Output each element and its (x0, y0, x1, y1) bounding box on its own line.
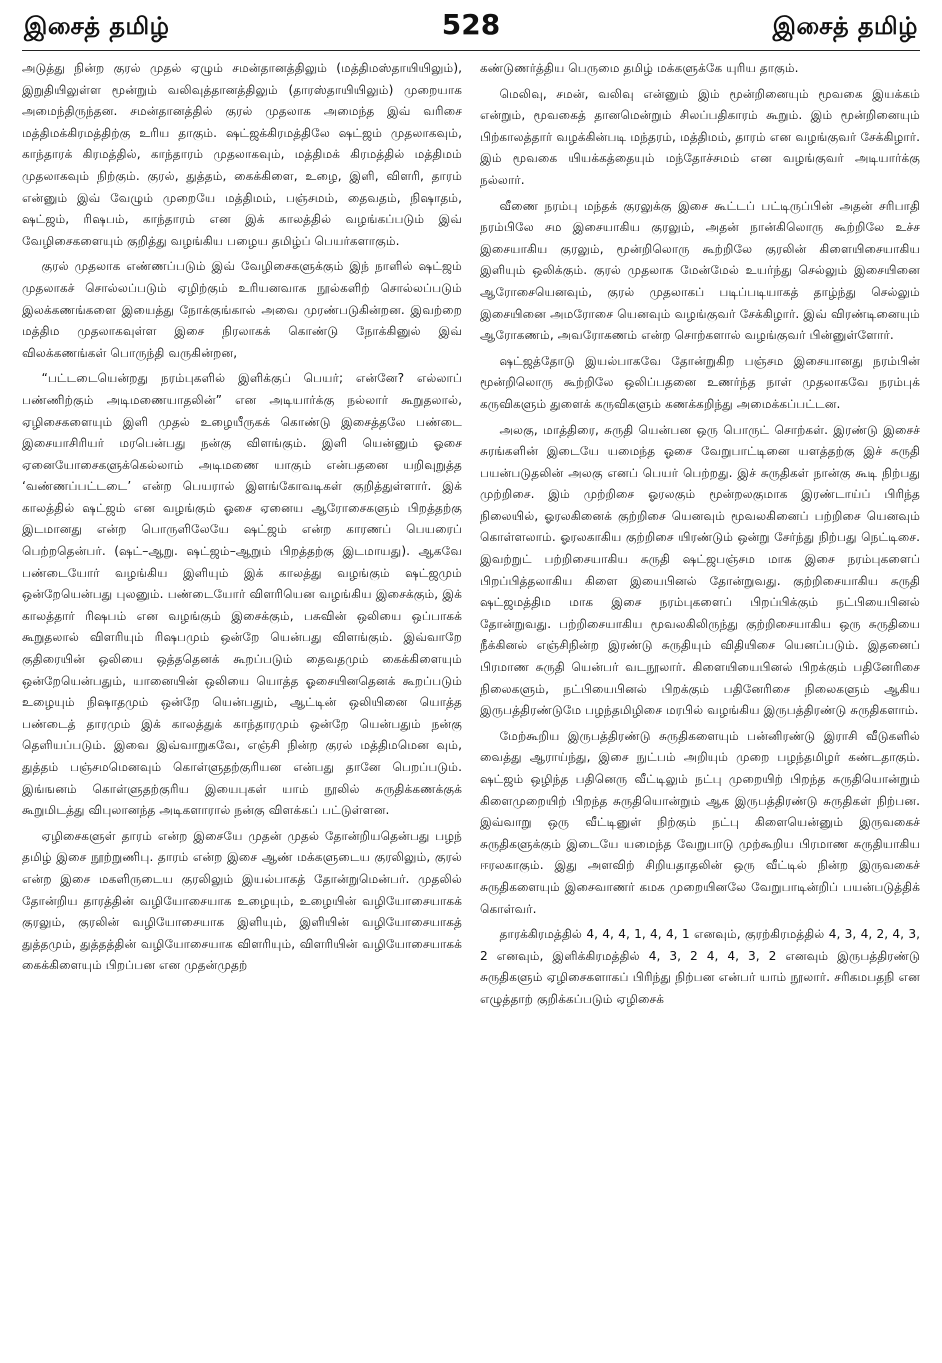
page-header (22, 6, 920, 51)
paragraph: அலகு, மாத்திரை, சுருதி யென்பன ஒரு பொருட் சொற்கள். இரண்டு இசைச் சுரங்களின் இடையே யமைந்த ஓசை வேறுபாட்டினை யளத்தற்கு இச் சுருதி பயன்படுதலின் அலகு எனப் பெயர் பெற்றது. இச் சுருதிகள் நான்கு கூடி நிற்பது முற்றிசை. இம் முற்றிசை ஓரலகும் மூன்றலகுமாக இரண்டாய்ப் பிரிந்த நிலையில், ஓரலகினைக் குற்றிசை யெனவும் மூவலகினைப் பற்றிசை யெனவும் கொள்ளலாம். ஓரலகாகிய குற்றிசை யிரண்டும் ஒன்று சேர்ந்து நிற்பது நெட்டிசை. இவற்றுட் பற்றிசையாகிய சுருதி ஷட்ஜபஞ்சம மாக இசை நரம்புகளைப் பிறப்பித்தலாகிய கிளை இயைபினல் தோன்றுவது. குற்றிசையாகிய சுருதி ஷட்ஜமத்திம மாக இசை நரம்புகளைப் பிறப்பிக்கும் நட்பியைபினல் தோன்றுவது. பற்றிசையாகிய மூவலகிலிருந்து குற்றிசையாகிய ஒரு சுருதியை நீக்கினல் எஞ்சிநின்ற இரண்டு சுருதியும் விதியிசை யெனப்படும். இதனைப் பிரமாண சுருதி யென்பர் வடநூலார். கிளையியைபினல் பிறக்கும் பதினேரிசை நிலைகளும், நட்பியைபினல் பிறக்கும் பதினேரிசை நிலைகளும் ஆகிய இருபத்திரண்டுமே பழந்தமிழிசை மரபில் வழங்கிய இருபத்திரண்டு சுருதிகளாம். (480, 422, 920, 718)
paragraph: மெலிவு, சமன், வலிவு என்னும் இம் மூன்றினையும் மூவகை இயக்கம் என்றும், மூவகைத் தானமென்றும் சிலப்பதிகாரம் கூறும். இம் மூன்றினையும் பிற்காலத்தார் வழக்கின்படி மந்தரம், மத்திமம், தாரம் என வழங்குவர் சேக்கிழார். இம் மூவகை யியக்கத்தையும் மந்தோச்சமம் என வழங்குவர் அடியார்க்கு நல்லார். (480, 86, 920, 187)
paragraph: வீணை நரம்பு மந்தக் குரலுக்கு இசை கூட்டப் பட்டிருப்பின் அதன் சரிபாதி நரம்பிலே சம இசையாகிய குரலும், அதன் நான்கிலொரு கூற்றிலே உச்ச இசையாகிய குரலும், மூன்றிலொரு கூற்றிலே குரலின் கிளையிசையாகிய இளியும் ஒலிக்கும். குரல் முதலாக மேன்மேல் உயர்ந்து செல்லும் இசையினை ஆரோசையெனவும், குரல் முதலாகப் படிப்படியாகத் தாழ்ந்து செல்லும் இசையினை அமரோசை யெனவும் வழங்குவர் சேக்கிழார். இவ் விரண்டினையும் ஆரோகணம், அவரோகணம் என்ற சொற்களால் வழங்குவர் பின்னுள்ளோர். (480, 198, 920, 343)
left-column (22, 58, 462, 1357)
paragraph: கண்டுணர்த்திய பெருமை தமிழ் மக்களுக்கே யுரிய தாகும். (480, 61, 799, 75)
paragraph: அடுத்து நின்ற குரல் முதல் ஏழும் சமன்தானத்திலும் (மத்திமஸ்தாயியிலும்), இறுதியிலுள்ள மூன்றும் வலிவுத்தானத்திலும் (தாரஸ்தாயியிலும்) முறையாக அமைந்திருந்தன. சமன்தானத்தில் குரல் முதலாக அமைந்த இவ் வரிசை மத்திமக்கிரமத்திற்கு உரிய தாகும். ஷட்ஜக்கிரமத்திலே ஷட்ஜம் முதலாகவும், காந்தாரக் கிரமத்தில், காந்தாரம் முதலாகவும், மத்திமக் கிரமத்தில் மத்திமம் முதலாகவும் நிற்கும். குரல், துத்தம், கைக்கிளை, உழை, இளி, விளரி, தாரம் என்னும் இவ் வேழும் முறையே மத்திமம், பஞ்சமம், தைவதம், நிஷாதம், ஷட்ஜம், ரிஷபம், காந்தாரம் என இக் காலத்தில் வழங்கப்படும் இவ் வேழிசைகளையும் குறித்து வழங்கிய பழைய தமிழ்ப் பெயர்களாகும். (22, 61, 462, 248)
paragraph: மேற்கூறிய இருபத்திரண்டு சுருதிகளையும் பன்னிரண்டு இராசி வீடுகளில் வைத்து ஆராய்ந்து, இசை நுட்பம் அறியும் முறை பழந்தமிழர் கண்டதாகும். ஷட்ஜம் ஒழிந்த பதினெரு வீட்டிலும் நட்பு முறையிற் பிறந்த சுருதியொன்றும் கிளைமுறையிற் பிறந்த சுருதியொன்றும் ஆக இருபத்திரண்டு சுருதிகள் நிற்பன. இவ்வாறு ஒரு வீட்டினுள் நிற்கும் நட்பு கிளையென்னும் இருவகைச் சுருதிகளுக்கும் இடையே யமைந்த வேறுபாடு முற்கூறிய பிரமாண சுருதியாகிய ஈரலகாகும். இது அளவிற் சிறியதாதலின் ஒரு வீட்டில் நின்ற இருவகைச் சுருதிகளையும் இசைவாணர் கமக முறையினலே வேறுபாடின்றிப் பயன்படுத்திக் கொள்வர். (480, 728, 920, 916)
paragraph: “பட்டடையென்றது நரம்புகளில் இளிக்குப் பெயர்; என்னே? எல்லாப் பண்ணிற்கும் அடிமணையாதலின்” என அடியார்க்கு நல்லார் கூறுதலால், ஏழிசைகளையும் இளி முதல் உழையீருகக் கொண்டு இசைத்தலே பண்டை இசையாசிரியர் மரபென்பது நன்கு விளங்கும். இளி யென்னும் ஓசை ஏனையோசைகளுக்கெல்லாம் அடிமணை யாகும் என்பதனை யறிவுறுத்த ‘வண்ணப்பட்டடை’ என்ற பெயரால் இளங்கோவடிகள் குறித்துள்ளார். இக் காலத்தில் ஷட்ஜம் என வழங்கும் ஓசை ஏனைய ஆரோசைகளும் பிறத்தற்கு இடமானது என்ற பொருளிலேயே ஷட்ஜம் என்ற காரணப் பெயரைப் பெற்றதென்பர். (ஷட்–ஆறு. ஷட்ஜம்–ஆறும் பிறத்தற்கு இடமாயது). ஆகவே பண்டையோர் வழங்கிய இளியும் இக் காலத்து வழங்கும் ஷட்ஜமும் ஒன்றேயென்பது புலனும். பண்டையோர் விளரியென வழங்கிய இசைக்கும், இக் காலத்தார் ரிஷபம் என வழங்கும் இசைக்கும், பசுவின் ஒலியை ஒப்பாகக் கூறுதலால் விளரியும் ரிஷபமும் ஒன்றே யென்பது விளங்கும். இவ்வாறே குதிரையின் ஒலியை ஒத்ததெனக் கூறப்படும் தைவதமும் கைக்கிளையும் ஒன்றேயென்பதும், யானையின் ஒலியை யொத்த ஓசையினதெனக் கூறப்படும் உழையும் நிஷாதமும் ஒன்றே யென்பதும், ஆட்டின் ஒலியினை யொத்த பண்டைத் தாரமும் இக் காலத்துக் காந்தாரமும் ஒன்றே யென்பதும் நன்கு தெளியப்படும். இவை இவ்வாறுகவே, எஞ்சி நின்ற குரல் மத்திமமென வும், துத்தம் பஞ்சமமெனவும் கொள்ளுதற்குரியன என்பது தானே பெறப்படும். இங்ஙனம் கொள்ளுதற்குரிய இயைபுகள் யாம் நூலில் சுருதிக்கணக்குக் கூறுமிடத்து விபுலானந்த அடிகளாரால் நன்கு விளக்கப் பட்டுள்ளன. (22, 371, 462, 818)
running-title-left: இசைத் தமிழ் (24, 12, 170, 40)
page-number: 528 (441, 8, 501, 41)
body-columns (22, 58, 920, 1357)
paragraph: ஏழிசைகளுள் தாரம் என்ற இசையே முதன் முதல் தோன்றியதென்பது பழந் தமிழ் இசை நூற்றுணிபு. தாரம் என்ற இசை ஆண் மக்களுடைய குரலிலும், குரல் என்ற இசை மகளிருடைய குரலிலும் இயல்பாகத் தோன்றுமென்பர். முதலில் தோன்றிய தாரத்தின் வழியோசையாக உழையும், உழையின் வழியோசையாகக் குரலும், குரலின் வழியோசையாக இளியும், இளியின் வழியோசையாகத் துத்தமும், துத்தத்தின் வழியோசையாக விளரியும், விளரியின் வழியோசையாகக் கைக்கிளையும் பிறப்பன என முதன்முதற் (22, 828, 462, 973)
paragraph: குரல் முதலாக எண்ணப்படும் இவ் வேழிசைகளுக்கும் இந் நாளில் ஷட்ஜம் முதலாகச் சொல்லப்படும் ஏழிற்கும் உரியனவாக நூல்களிற் சொல்லப்படும் இலக்கணங்களை இயைத்து நோக்குங்கால் அவை முரண்படுகின்றன. இவற்றை மத்திம முதலாகவுள்ள இசை நிரலாகக் கொண்டு நோக்கினுல் இவ் விலக்கணங்கள் பொருந்தி வருகின்றன, (22, 259, 462, 360)
running-title-right: இசைத் தமிழ் (772, 12, 918, 40)
paragraph: தாரக்கிரமத்தில் 4, 4, 4, 1, 4, 4, 1 எனவும், குரற்கிரமத்தில் 4, 3, 4, 2, 4, 3, 2 எனவும், இளிக்கிரமத்தில் 4, 3, 2 4, 4, 3, 2 எனவும் இருபத்திரண்டு சுருதிகளும் ஏழிசைகளாகப் பிரிந்து நிற்பன என்பர் யாம் நூலார். சரிகமபதநி என எழுத்தாற் குறிக்கப்படும் ஏழிசைக் (480, 927, 920, 1006)
right-column (480, 58, 920, 1357)
paragraph: ஷட்ஜத்தோடு இயல்பாகவே தோன்றுகிற பஞ்சம இசையானது நரம்பின் மூன்றிலொரு கூற்றிலே ஒலிப்பதனை உணர்ந்த நாள் முதலாகவே நரம்புக் கருவிகளும் துளைக் கருவிகளும் கணக்கறிந்து அமைக்கப்பட்டன. (480, 353, 920, 411)
